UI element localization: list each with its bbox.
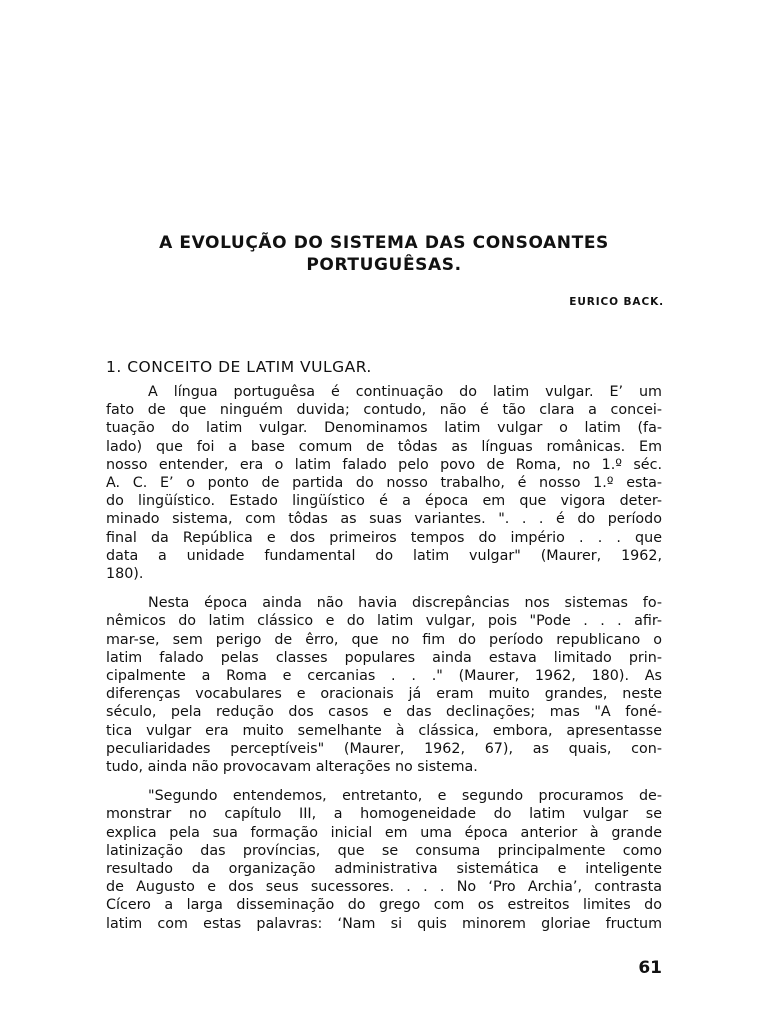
text-line: século, pela redução dos casos e das declinações; mas "A foné- bbox=[106, 704, 662, 721]
text-line: diferenças vocabulares e oracionais já eram muito grandes, neste bbox=[106, 686, 662, 703]
author-name: EURICO BACK. bbox=[569, 296, 664, 308]
text-line: tudo, ainda não provocavam alterações no sistema. bbox=[106, 759, 478, 776]
text-line: tuação do latim vulgar. Denominamos latim vulgar o latim (fa- bbox=[106, 420, 662, 437]
article-title bbox=[100, 232, 668, 276]
text-line: latim falado pelas classes populares ainda estava limitado prin- bbox=[106, 649, 662, 666]
paragraph bbox=[106, 383, 662, 583]
text-line: peculiaridades perceptíveis" (Maurer, 1962, 67), as quais, con- bbox=[106, 740, 662, 757]
section-heading: 1. CONCEITO DE LATIM VULGAR. bbox=[106, 358, 372, 376]
text-line: A língua portuguêsa é continuação do latim vulgar. E’ um bbox=[148, 384, 662, 400]
text-line: de Augusto e dos seus sucessores. . . . No ‘Pro Archia’, contrasta bbox=[106, 879, 662, 896]
title-line: A EVOLUÇÃO DO SISTEMA DAS CONSOANTES bbox=[159, 233, 609, 253]
text-line: resultado da organização administrativa sistemática e inteligente bbox=[106, 861, 662, 878]
text-line: A. C. E’ o ponto de partida do nosso trabalho, é nosso 1.º esta- bbox=[106, 475, 662, 492]
text-line: fato de que ninguém duvida; contudo, não é tão clara a concei- bbox=[106, 402, 662, 419]
paragraph bbox=[106, 594, 662, 776]
paragraph bbox=[106, 787, 662, 933]
text-line: 180). bbox=[106, 566, 144, 583]
text-line: minado sistema, com tôdas as suas variantes. ". . . é do período bbox=[106, 511, 662, 528]
body-text bbox=[106, 383, 662, 944]
text-line: do lingüístico. Estado lingüístico é a época em que vigora deter- bbox=[106, 493, 662, 510]
text-line: lado) que foi a base comum de tôdas as línguas românicas. Em bbox=[106, 438, 662, 455]
text-line: mar-se, sem perigo de êrro, que no fim do período republicano o bbox=[106, 631, 662, 648]
text-line: Cícero a larga disseminação do grego com os estreitos limites do bbox=[106, 897, 662, 914]
text-line: "Segundo entendemos, entretanto, e segundo procuramos de- bbox=[148, 788, 662, 805]
text-line: final da República e dos primeiros tempos do império . . . que bbox=[106, 529, 662, 546]
text-line: monstrar no capítulo III, a homogeneidade do latim vulgar se bbox=[106, 806, 662, 823]
text-line: data a unidade fundamental do latim vulgar" (Maurer, 1962, bbox=[106, 547, 662, 564]
text-line: latim com estas palavras: ‘Nam si quis minorem gloriae fructum bbox=[106, 915, 662, 932]
page-number: 61 bbox=[638, 958, 662, 978]
text-line: cipalmente a Roma e cercanias . . ." (Maurer, 1962, 180). As bbox=[106, 668, 662, 685]
text-line: explica pela sua formação inicial em uma época anterior à grande bbox=[106, 824, 662, 841]
text-line: nosso entender, era o latim falado pelo povo de Roma, no 1.º séc. bbox=[106, 456, 662, 473]
text-line: Nesta época ainda não havia discrepâncias nos sistemas fo- bbox=[148, 595, 662, 612]
title-line: PORTUGUÊSAS. bbox=[306, 255, 462, 275]
text-line: tica vulgar era muito semelhante à clássica, embora, apresentasse bbox=[106, 722, 662, 739]
text-line: nêmicos do latim clássico e do latim vulgar, pois "Pode . . . afir- bbox=[106, 613, 662, 630]
text-line: latinização das províncias, que se consuma principalmente como bbox=[106, 842, 662, 859]
